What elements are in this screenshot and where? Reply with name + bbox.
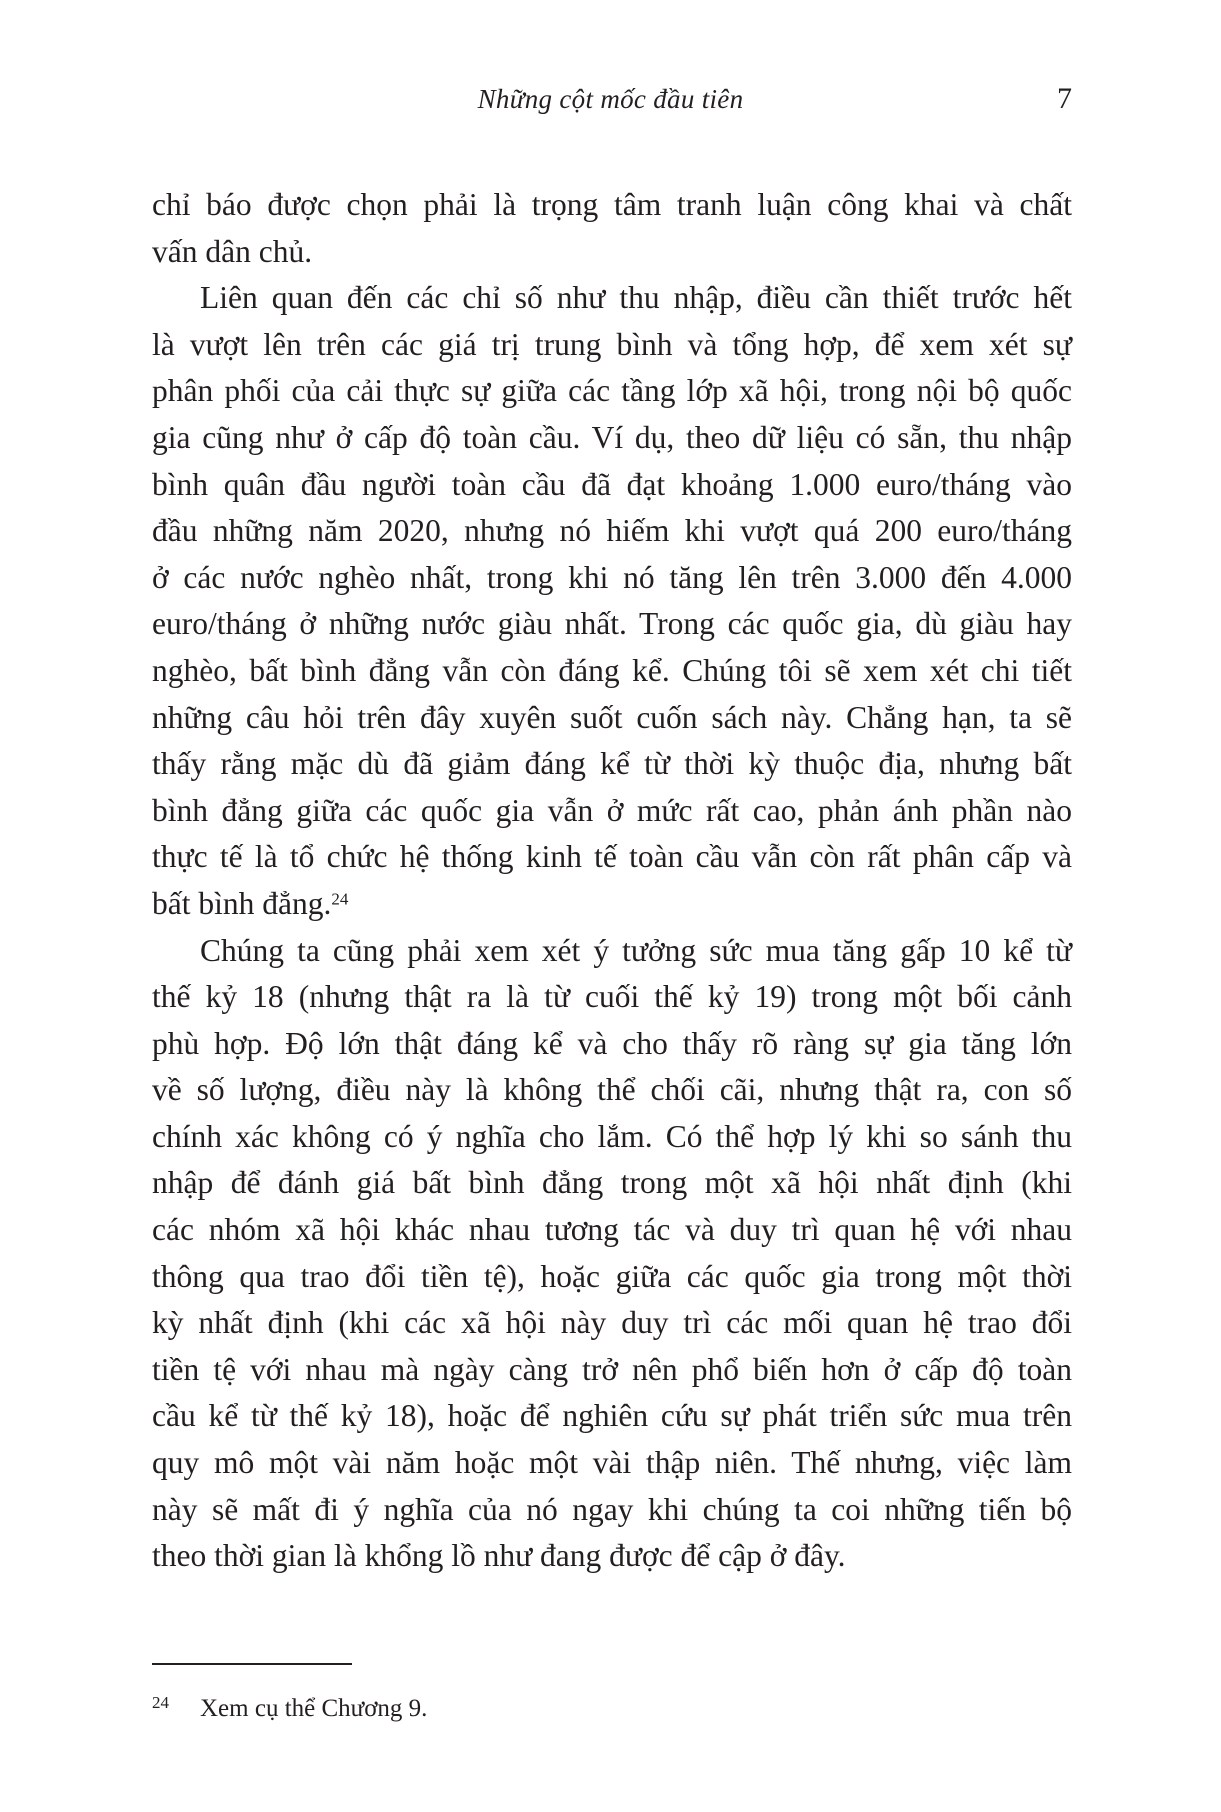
text-line: Liên quan đến các chỉ số như thu nhập, điều cần thiết trước hết [200, 280, 1072, 316]
paragraph-1 [152, 182, 1072, 275]
text-line: quy mô một vài năm hoặc một vài thập niên. Thế nhưng, việc làm [152, 1445, 1072, 1481]
text-line: cầu kể từ thế kỷ 18), hoặc để nghiên cứu sự phát triển sức mua trên [152, 1398, 1072, 1434]
text-line: đầu những năm 2020, nhưng nó hiếm khi vượt quá 200 euro/tháng [152, 513, 1072, 549]
body-text [152, 182, 1072, 1580]
text-line: là vượt lên trên các giá trị trung bình và tổng hợp, để xem xét sự [152, 326, 1072, 362]
text-line: chỉ báo được chọn phải là trọng tâm tranh luận công khai và chất [152, 187, 1072, 222]
text-line: ở các nước nghèo nhất, trong khi nó tăng lên trên 3.000 đến 4.000 [152, 559, 1072, 595]
text-line: thông qua trao đổi tiền tệ), hoặc giữa các quốc gia trong một thời [152, 1258, 1072, 1294]
text-line: thấy rằng mặc dù đã giảm đáng kể từ thời kỳ thuộc địa, nhưng bất [152, 746, 1072, 782]
text-line: kỳ nhất định (khi các xã hội này duy trì các mối quan hệ trao đổi [152, 1305, 1072, 1341]
text-line: các nhóm xã hội khác nhau tương tác và duy trì quan hệ với nhau [152, 1212, 1072, 1248]
text-line: bình đẳng giữa các quốc gia vẫn ở mức rất cao, phản ánh phần nào [152, 792, 1072, 828]
text-line: phù hợp. Độ lớn thật đáng kể và cho thấy rõ ràng sự gia tăng lớn [152, 1025, 1072, 1061]
paragraph-3 [152, 928, 1072, 1580]
text-line: nhập để đánh giá bất bình đẳng trong một xã hội nhất định (khi [152, 1165, 1072, 1201]
text-line: nghèo, bất bình đẳng vẫn còn đáng kể. Chúng tôi sẽ xem xét chi tiết [152, 652, 1072, 688]
text-line: tiền tệ với nhau mà ngày càng trở nên phổ biến hơn ở cấp độ toàn [152, 1351, 1072, 1387]
text-line: Chúng ta cũng phải xem xét ý tưởng sức mua tăng gấp 10 kể từ [200, 932, 1072, 968]
footnote-text: Xem cụ thể Chương 9. [200, 1695, 428, 1722]
text-line-content: bất bình đẳng. [152, 885, 332, 921]
text-line: vấn dân chủ. [152, 233, 313, 269]
text-line: chính xác không có ý nghĩa cho lắm. Có thể hợp lý khi so sánh thu [152, 1118, 1072, 1154]
running-title: Những cột mốc đầu tiên [477, 84, 744, 114]
text-line: về số lượng, điều này là không thể chối cãi, nhưng thật ra, con số [152, 1072, 1072, 1108]
paragraph-2 [152, 275, 1072, 927]
footnote-divider [152, 1663, 352, 1665]
text-line: thực tế là tổ chức hệ thống kinh tế toàn cầu vẫn còn rất phân cấp và [152, 839, 1072, 875]
text-line: theo thời gian là khổng lồ như đang được để cập ở đây. [152, 1538, 846, 1574]
text-line: những câu hỏi trên đây xuyên suốt cuốn sách này. Chẳng hạn, ta sẽ [152, 699, 1072, 735]
text-line: bình quân đầu người toàn cầu đã đạt khoảng 1.000 euro/tháng vào [152, 466, 1072, 502]
text-line: gia cũng như ở cấp độ toàn cầu. Ví dụ, theo dữ liệu có sẵn, thu nhập [152, 419, 1072, 455]
footnote-reference[interactable]: 24 [331, 889, 349, 909]
footnote [152, 1686, 1052, 1726]
text-line: thế kỷ 18 (nhưng thật ra là từ cuối thế kỷ 19) trong một bối cảnh [152, 979, 1072, 1015]
running-header [0, 84, 1221, 124]
text-line: phân phối của cải thực sự giữa các tầng lớp xã hội, trong nội bộ quốc [152, 373, 1072, 409]
footnote-number: 24 [152, 1693, 169, 1712]
text-line [152, 881, 1072, 928]
page-number: 7 [1057, 82, 1072, 115]
text-line: euro/tháng ở những nước giàu nhất. Trong các quốc gia, dù giàu hay [152, 606, 1072, 642]
text-line: này sẽ mất đi ý nghĩa của nó ngay khi chúng ta coi những tiến bộ [152, 1491, 1072, 1527]
